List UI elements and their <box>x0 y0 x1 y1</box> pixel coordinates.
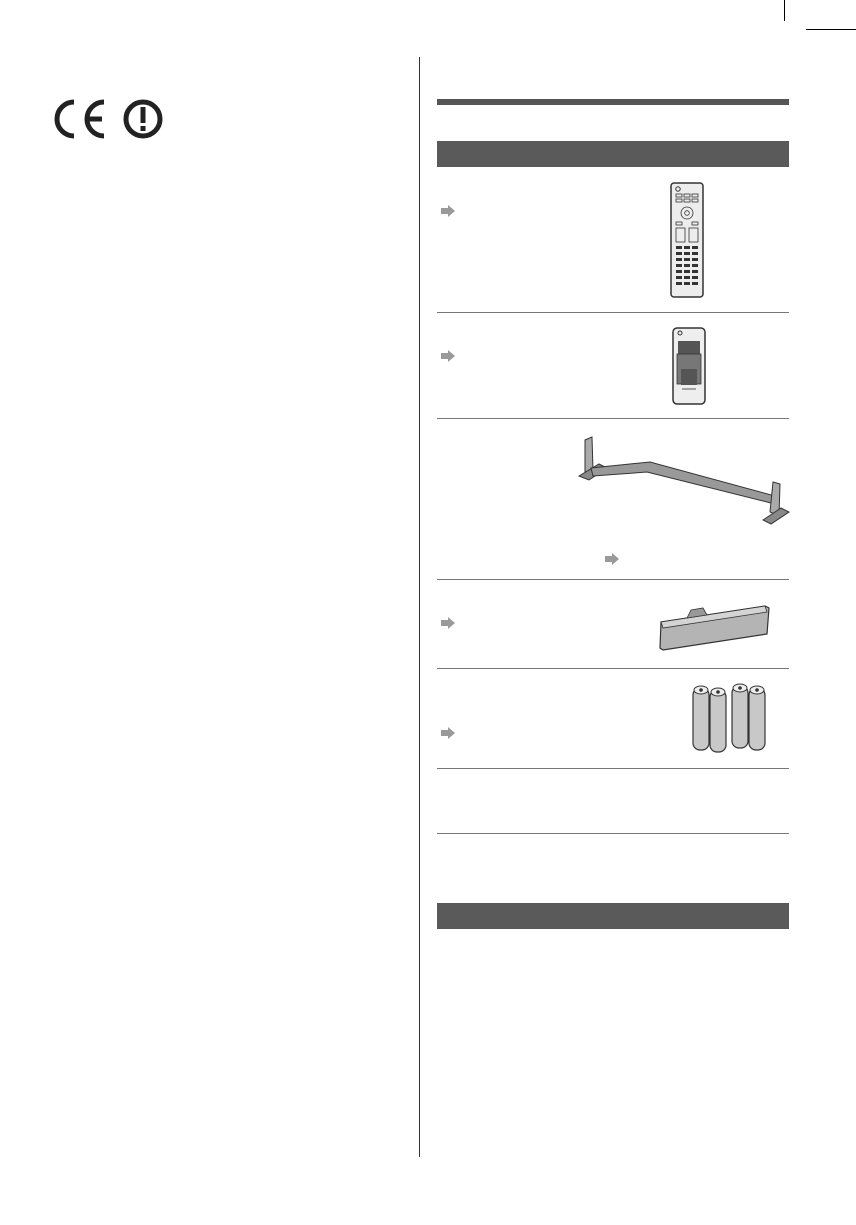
cover-piece-image <box>657 602 773 654</box>
arrow-right-icon <box>441 617 455 629</box>
crop-mark-top-h <box>806 29 856 30</box>
row-divider <box>437 312 789 313</box>
batteries-image <box>690 680 772 754</box>
section-bar-accessories <box>437 141 789 167</box>
remote-control-image <box>670 182 704 298</box>
title-rule <box>437 99 789 105</box>
voice-remote-image <box>672 327 706 405</box>
section-bar-second <box>437 903 789 929</box>
row-divider <box>437 418 789 419</box>
alert-mark-icon <box>122 98 166 140</box>
arrow-right-icon <box>441 205 455 217</box>
arrow-right-icon <box>605 553 619 565</box>
compliance-marks <box>52 98 172 145</box>
row-divider <box>437 768 789 769</box>
row-divider <box>437 833 789 834</box>
arrow-right-icon <box>441 350 455 362</box>
pedestal-stand-image <box>575 434 805 530</box>
crop-mark-top-v <box>784 0 785 21</box>
row-divider <box>437 579 789 580</box>
column-divider <box>419 57 420 1157</box>
row-divider <box>437 668 789 669</box>
arrow-right-icon <box>441 727 455 739</box>
